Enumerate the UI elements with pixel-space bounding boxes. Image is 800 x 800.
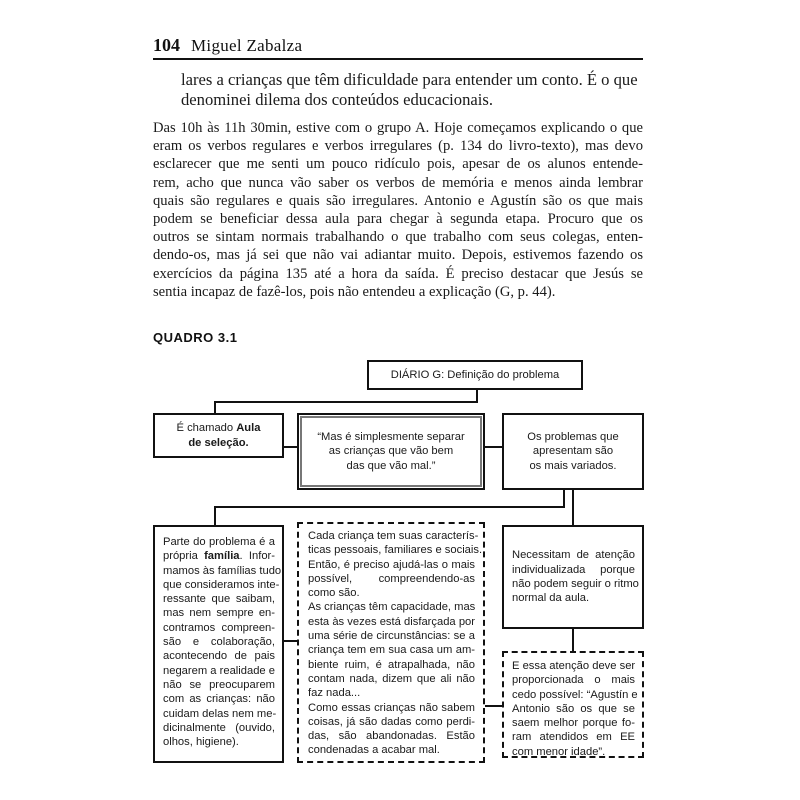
early-line: proporcionada o mais xyxy=(512,674,635,687)
root-box xyxy=(367,360,583,390)
text-line: eram os verbos regulares e verbos irregulares (p. 134 do livro-texto), mas devo xyxy=(153,138,643,155)
diary-paragraph xyxy=(153,119,643,301)
family-line: cuidam delas nem me- xyxy=(163,707,277,720)
family-line: ressante que saibam, xyxy=(163,593,275,606)
early-line: ram atendidos em EE xyxy=(512,731,635,744)
connector-line xyxy=(484,446,503,448)
family-line: Parte do problema é a xyxy=(163,536,275,548)
connector-line xyxy=(476,388,478,402)
family-line: que consideramos inte- xyxy=(163,578,280,591)
text-line: exercícios da página 135 até a hora da saída. É preciso destacar que Jesús se xyxy=(153,265,643,282)
quote-line: as crianças que vão bem xyxy=(328,445,454,458)
early-line: com menor idade”. xyxy=(512,745,606,758)
figure-label: QUADRO 3.1 xyxy=(153,330,238,345)
children-line: criança tem em sua casa um am- xyxy=(308,644,475,657)
early-line: saem melhor porque fo- xyxy=(512,717,635,730)
early-attention-box xyxy=(502,651,644,758)
family-bold: família xyxy=(204,550,240,563)
attention-line: normal da aula. xyxy=(512,592,590,605)
running-head xyxy=(153,32,643,60)
problems-box xyxy=(502,413,644,490)
attention-line: não podem seguir o ritmo xyxy=(512,578,639,590)
problems-line: Os problemas que xyxy=(527,431,619,444)
family-line: contramos compreen- xyxy=(163,621,275,634)
early-line: Antonio são os que se xyxy=(512,702,635,715)
problems-line: apresentam são xyxy=(532,445,614,458)
children-line: esta às vezes está disfarçada por xyxy=(308,615,475,628)
children-line: biente ruim, é atrapalhada, não xyxy=(308,658,475,671)
children-line: coisas, já são dadas como perdi- xyxy=(308,715,475,728)
family-line: mas nem sempre en- xyxy=(163,607,275,620)
continued-paragraph xyxy=(181,70,644,110)
connector-line xyxy=(214,401,478,403)
family-suffix: . Infor- xyxy=(239,550,275,563)
children-line: As crianças têm capacidade, mas xyxy=(308,601,476,614)
family-line: dicinalmente (ouvido, xyxy=(163,721,275,734)
children-line: das, são abandonadas. Estão xyxy=(308,730,475,743)
children-line: Cada criança tem suas caracterís- xyxy=(308,530,479,542)
connector-line xyxy=(484,705,503,707)
family-prefix: própria xyxy=(163,550,205,563)
family-line: acontecendo de pais xyxy=(163,650,275,663)
text-line: outros se sintam normais trabalhando o que trabalho com seus colegas, enten- xyxy=(153,229,643,246)
connector-line xyxy=(572,628,574,652)
connector-line xyxy=(214,506,565,508)
quote-box xyxy=(297,413,485,490)
problems-line: os mais variados. xyxy=(529,459,617,472)
children-box xyxy=(297,522,485,763)
family-line: com as crianças: não xyxy=(163,693,275,706)
connector-line xyxy=(572,488,574,526)
selection-bold-2: de seleção. xyxy=(188,436,249,449)
selection-box xyxy=(153,413,284,458)
attention-box xyxy=(502,525,644,629)
selection-prefix: É chamado xyxy=(176,422,237,435)
family-line: não se preocuparem xyxy=(163,678,275,691)
text-line: podem se beneficiar dessa aula para chegar à segunda etapa. Procuro que os xyxy=(153,211,643,228)
text-line: esclarecer que me senti um pouco ridículo pois, apesar de os alunos entende- xyxy=(153,156,643,173)
connector-line xyxy=(283,640,298,642)
family-line: negarem a realidade e xyxy=(163,664,275,677)
text-line: dendo-os, mas já sei que não vai adiantar muito. Depois, estivemos fazendo os xyxy=(153,247,643,264)
page-number: 104 xyxy=(153,35,180,55)
text-line: sentia incapaz de fazê-los, pois não entendeu a explicação (G, p. 44). xyxy=(153,283,556,300)
quote-line: das que vão mal.” xyxy=(346,459,436,472)
family-line xyxy=(163,549,275,563)
text-line: quais são regulares e quais são irregulares. Antonio e Agustín são os que mais xyxy=(153,192,643,209)
early-line: E essa atenção deve ser xyxy=(512,660,636,672)
family-line: mamos às famílias tudo xyxy=(163,564,282,577)
connector-line xyxy=(283,446,298,448)
quote-line: “Mas é simplesmente separar xyxy=(317,431,465,444)
family-line: são e colaboração, xyxy=(163,636,275,649)
children-line: condenadas a acabar mal. xyxy=(308,744,440,757)
children-line: ticas pessoais, familiares e sociais. xyxy=(308,544,483,557)
connector-line xyxy=(214,506,216,526)
children-line: possível, compreendendo-as xyxy=(308,572,475,585)
family-line: olhos, higiene). xyxy=(163,736,239,749)
children-line: uma série de circunstâncias: se a xyxy=(308,630,475,643)
family-box xyxy=(153,525,284,763)
children-line: como são. xyxy=(308,587,360,600)
text-line: Das 10h às 11h 30min, estive com o grupo A. Hoje começamos explicando o que xyxy=(153,120,643,136)
connector-line xyxy=(563,488,565,507)
selection-line-1 xyxy=(177,421,261,435)
text-line: lares a crianças que têm dificuldade para entender um conto. É o que xyxy=(181,70,638,89)
children-line: Então, é preciso ajudá-las o mais xyxy=(308,558,475,571)
children-line: Como essas crianças não sabem xyxy=(308,701,475,714)
early-line: cedo possível: “Agustín e xyxy=(512,688,638,701)
attention-line: Necessitam de atenção xyxy=(512,549,635,562)
root-box-text: DIÁRIO G: Definição do problema xyxy=(390,368,560,381)
children-line: faz nada... xyxy=(308,687,361,700)
text-line: denominei dilema dos conteúdos educacionais. xyxy=(181,90,493,109)
selection-line-2 xyxy=(177,436,261,450)
children-line: contam nada, dizem que ali não xyxy=(308,672,475,685)
selection-bold-1: Aula xyxy=(236,422,261,435)
attention-line: individualizada porque xyxy=(512,563,635,576)
text-line: rem, acho que nunca vão saber os verbos de memória e menos ainda lembrar xyxy=(153,174,643,191)
running-head-author: Miguel Zabalza xyxy=(191,36,303,55)
